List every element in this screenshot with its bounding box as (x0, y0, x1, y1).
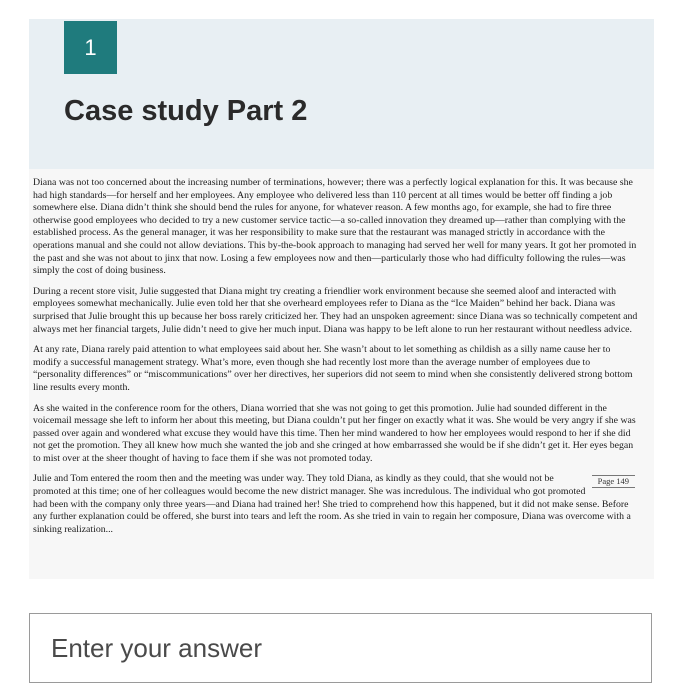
document-paragraph-2: During a recent store visit, Julie suggested that Diana might try creating a friendlier work environment because she seemed aloof and interacted with employees somewhat mechanically. Julie even told her that she overheard employees refer to Diana as the “Ice Maiden” behind her back. Diana was surprised that Julie brought this up because her boss rarely criticized her. They had an unspoken agreement: since Diana was so technically competent and always met her financial targets, Julie didn’t need to give her much input. Diana was happy to be left alone to run her restaurant without needless advice. (33, 285, 638, 335)
document-paragraph-5-text: Julie and Tom entered the room then and the meeting was under way. They told Diana, as kindly as they could, that she would not be promoted at this time; one of her colleagues would become the new district manager. She was incredulous. The individual who got promoted had been with the company only three years—and Diana had trained her! She tried to comprehend how this happened, but it did not make sense. Before any further explanation could be offered, she burst into tears and left the room. As she tried in vain to regain her composure, Diana was overcome with a sinking realization... (33, 473, 631, 535)
case-study-header (29, 19, 654, 169)
document-paragraph-1: Diana was not too concerned about the increasing number of terminations, however; there was a perfectly logical explanation for this. It was because she had high standards—for herself and her employees. Any employee who delivered less than 110 percent at all times would be better off finding a job somewhere else. Diana didn’t think she should bend the rules for anyone, for whatever reason. A few months ago, for example, she had to fire three otherwise good employees who decided to try a new customer service tactic—a so-called innovation they dreamed up—rather than complying with the established process. As the general manager, it was her responsibility to make sure that the restaurant was managed strictly in accordance with the operations manual and she could not allow deviations. This by-the-book approach to managing had served her well for many years. It got her promoted in the past and she was not about to jinx that now. Losing a few employees now and then—particularly those who had difficulty following the rules—was simply the cost of doing business. (33, 177, 637, 277)
page-title: Case study Part 2 (64, 95, 308, 127)
answer-input[interactable] (29, 613, 652, 683)
document-paragraph-3: At any rate, Diana rarely paid attention to what employees said about her. She wasn’t about to let something as childish as a silly name cause her to modify a successful management strategy. What’s more, even though she had recently lost more than the average number of employees due to “personality differences” or “miscommunications” over her directives, her superiors did not seem to mind when she consistently delivered strong bottom line results every month. (33, 344, 633, 393)
page-number-tag: Page 149 (592, 475, 635, 488)
document-paragraph-5 (33, 473, 639, 536)
case-study-document (29, 169, 654, 579)
question-number-badge: 1 (64, 21, 117, 74)
document-paragraph-4: As she waited in the conference room for the others, Diana worried that she was not going to get this promotion. Julie had sounded different in the voicemail message she left to inform her about this meeting, but Diana couldn’t put her finger on exactly what it was. She would be very angry if she was passed over again and wondered what excuse they would have this time. Then her mind wandered to how her employees would respond to her if she did not get the promotion. They all knew how much she wanted the job and she cringed at how embarrassed she would be if she didn’t get it. Her eyes began to mist over at the sheer thought of having to face them if she was not promoted today. (33, 402, 636, 464)
